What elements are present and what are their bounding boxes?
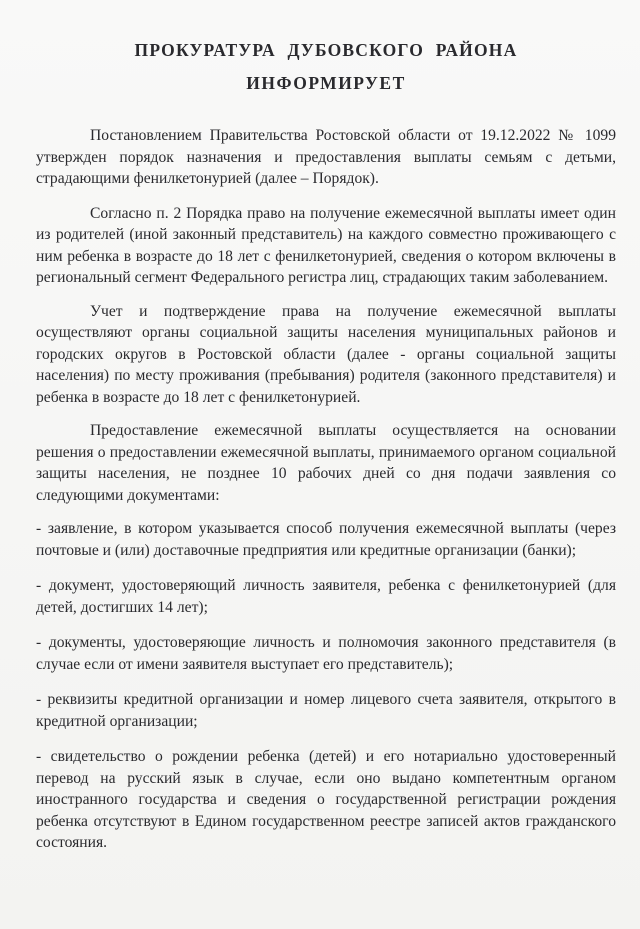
paragraph-accounting: Учет и подтверждение права на получение ежемесячной выплаты осуществляют органы социальной защиты населения муниципальных районов и городских округов в Ростовской области (далее - органы социальной защиты населения) по месту проживания (пребывания) родителя (законного представителя) и ребенка в возрасте до 18 лет с фенилкетонурией. [36,302,616,406]
header-subtitle: ИНФОРМИРУЕТ [246,73,406,93]
header-title: ПРОКУРАТУРА ДУБОВСКОГО РАЙОНА [134,40,518,60]
list-item-application: - заявление, в котором указывается способ получения ежемесячной выплаты (через почтовые и (или) доставочные предприятия или кредитные организации (банки); [36,520,616,559]
list-item-representative-documents: - документы, удостоверяющие личность и полномочия законного представителя (в случае если от имени заявителя выступает его представитель); [36,634,616,673]
list-item-identity-document: - документ, удостоверяющий личность заявителя, ребенка с фенилкетонурией (для детей, достигших 14 лет); [36,577,616,616]
list-item-birth-certificate: - свидетельство о рождении ребенка (детей) и его нотариально удостоверенный перевод на русский язык в случае, если оно выдано компетентным органом иностранного государства и сведения о государственной регистрации рождения ребенка отсутствуют в Едином государственном реестре записей актов гражданского состояния. [36,748,616,851]
paragraph-eligibility: Согласно п. 2 Порядка право на получение ежемесячной выплаты имеет один из родителей (иной законный представитель) на каждого совместно проживающего с ним ребенка в возрасте до 18 лет с фенилкетонурией, сведения о котором включены в региональный сегмент Федерального регистра лиц, страдающих таким заболеванием. [36,204,616,286]
paragraph-provision: Предоставление ежемесячной выплаты осуществляется на основании решения о предоставлении ежемесячной выплаты, принимаемого органом социальной защиты населения, не позднее 10 рабочих дней со дня подачи заявления со следующими документами: [36,422,616,504]
list-item-bank-details: - реквизиты кредитной организации и номер лицевого счета заявителя, открытого в кредитной организации; [36,691,616,730]
paragraph-resolution: Постановлением Правительства Ростовской области от 19.12.2022 № 1099 утвержден порядок назначения и предоставления выплаты семьям с детьми, страдающими фенилкетонурией (далее – Порядок). [36,127,616,187]
